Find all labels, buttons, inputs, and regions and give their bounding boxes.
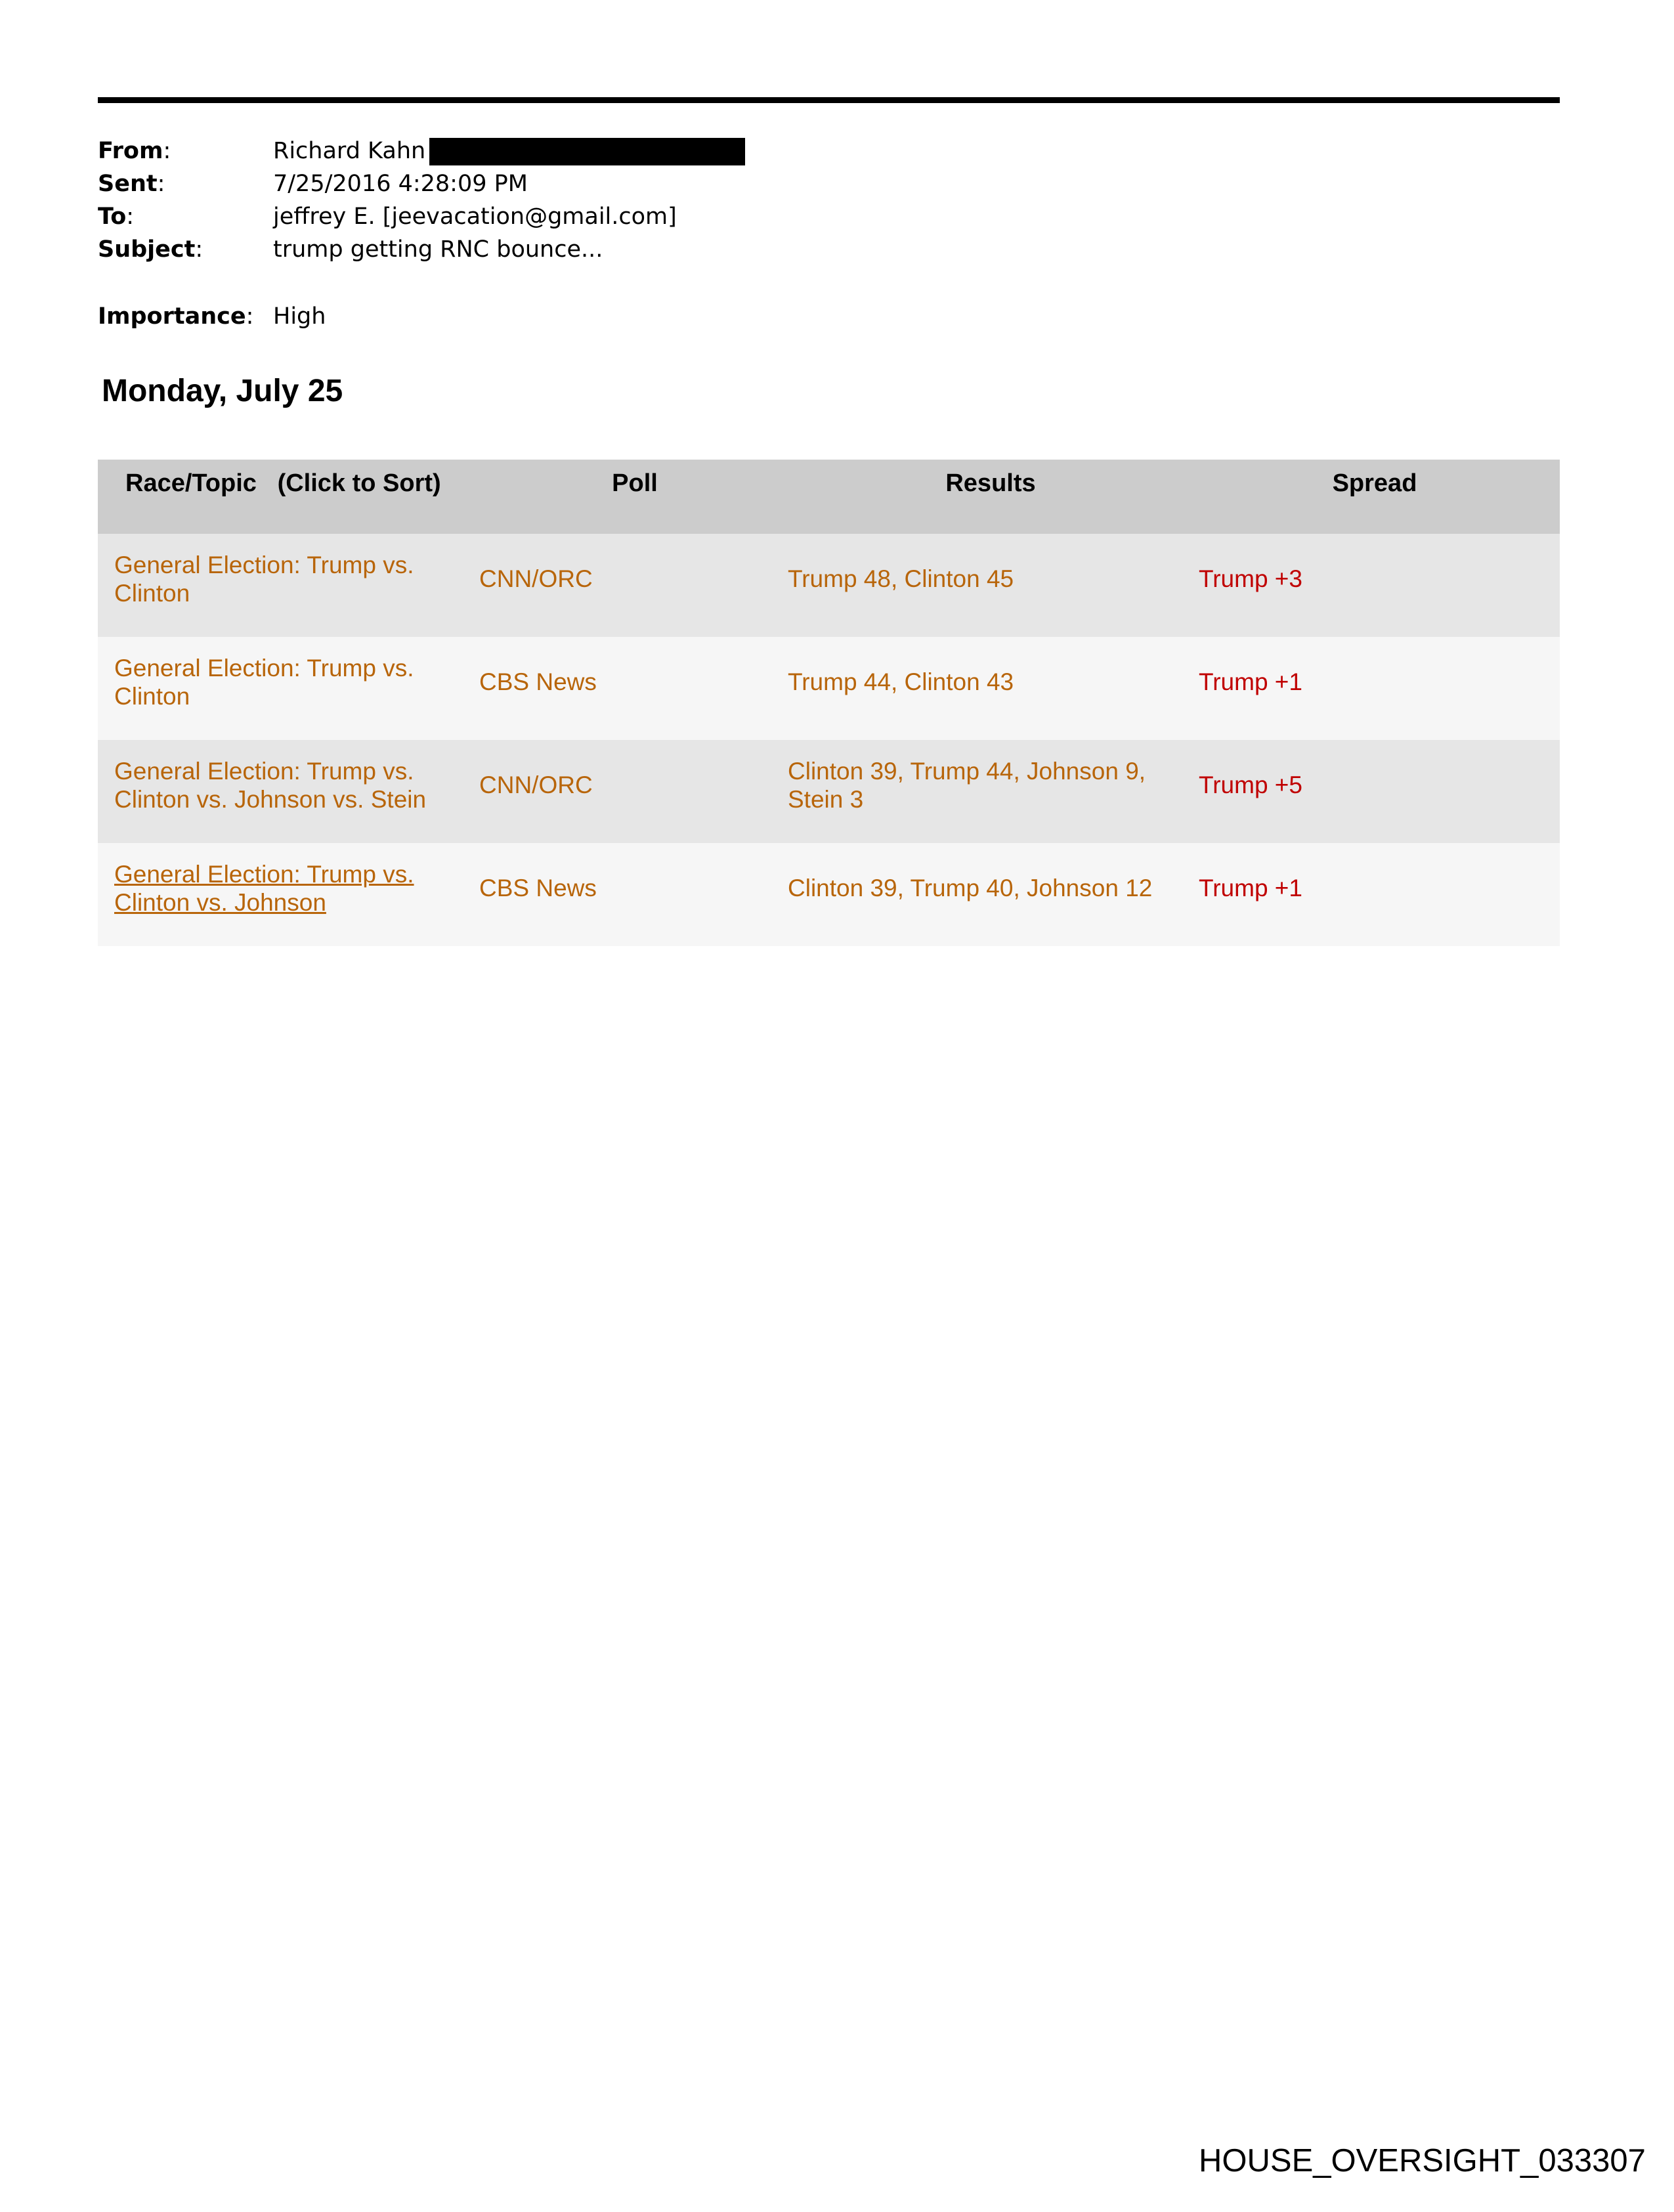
spread-value: Trump +1 (1199, 668, 1302, 695)
from-value: Richard Kahn (273, 138, 426, 164)
sent-value: 7/25/2016 4:28:09 PM (273, 171, 528, 197)
poll-link[interactable]: CBS News (479, 668, 597, 695)
spread-value: Trump +1 (1199, 875, 1302, 901)
to-label: To (98, 204, 127, 230)
spread-value: Trump +5 (1199, 771, 1302, 798)
to-value: jeffrey E. [jeevacation@gmail.com] (273, 204, 677, 230)
results-link[interactable]: Clinton 39, Trump 40, Johnson 12 (788, 875, 1153, 901)
importance-row: Importance: High (98, 300, 745, 333)
race-link[interactable]: General Election: Trump vs. Clinton (114, 655, 414, 710)
from-label: From (98, 138, 163, 164)
email-header (98, 135, 745, 333)
redaction-bar (429, 138, 745, 165)
subject-row: Subject: trump getting RNC bounce... (98, 233, 745, 266)
race-link[interactable]: General Election: Trump vs. Clinton vs. Johnson (114, 861, 414, 916)
top-divider-rule (98, 97, 1560, 103)
race-topic-header[interactable]: Race/Topic (Click to Sort) (125, 469, 441, 497)
table-row (98, 534, 1560, 637)
race-link[interactable]: General Election: Trump vs. Clinton vs. Johnson vs. Stein (114, 758, 427, 813)
subject-value: trump getting RNC bounce... (273, 236, 603, 263)
race-link[interactable]: General Election: Trump vs. Clinton (114, 552, 414, 607)
to-row: To: jeffrey E. [jeevacation@gmail.com] (98, 200, 745, 233)
table-row (98, 740, 1560, 843)
poll-header: Poll (612, 469, 658, 497)
poll-table (98, 460, 1560, 946)
poll-link[interactable]: CBS News (479, 875, 597, 901)
spread-value: Trump +3 (1199, 565, 1302, 592)
table-row (98, 637, 1560, 740)
poll-link[interactable]: CNN/ORC (479, 771, 593, 798)
table-header-row (98, 460, 1560, 534)
spread-header: Spread (1332, 469, 1417, 497)
poll-link[interactable]: CNN/ORC (479, 565, 593, 592)
importance-value: High (273, 303, 326, 330)
table-row (98, 843, 1560, 946)
results-link[interactable]: Trump 48, Clinton 45 (788, 565, 1014, 592)
results-link[interactable]: Clinton 39, Trump 44, Johnson 9, Stein 3 (788, 758, 1146, 813)
results-link[interactable]: Trump 44, Clinton 43 (788, 668, 1014, 695)
bates-number: HOUSE_OVERSIGHT_033307 (1199, 2143, 1646, 2179)
date-heading: Monday, July 25 (102, 374, 343, 408)
results-header: Results (945, 469, 1036, 497)
sent-label: Sent (98, 171, 158, 197)
importance-label: Importance (98, 303, 246, 330)
subject-label: Subject (98, 236, 196, 263)
sent-row: Sent: 7/25/2016 4:28:09 PM (98, 167, 745, 200)
from-row: From: Richard Kahn (98, 135, 745, 167)
